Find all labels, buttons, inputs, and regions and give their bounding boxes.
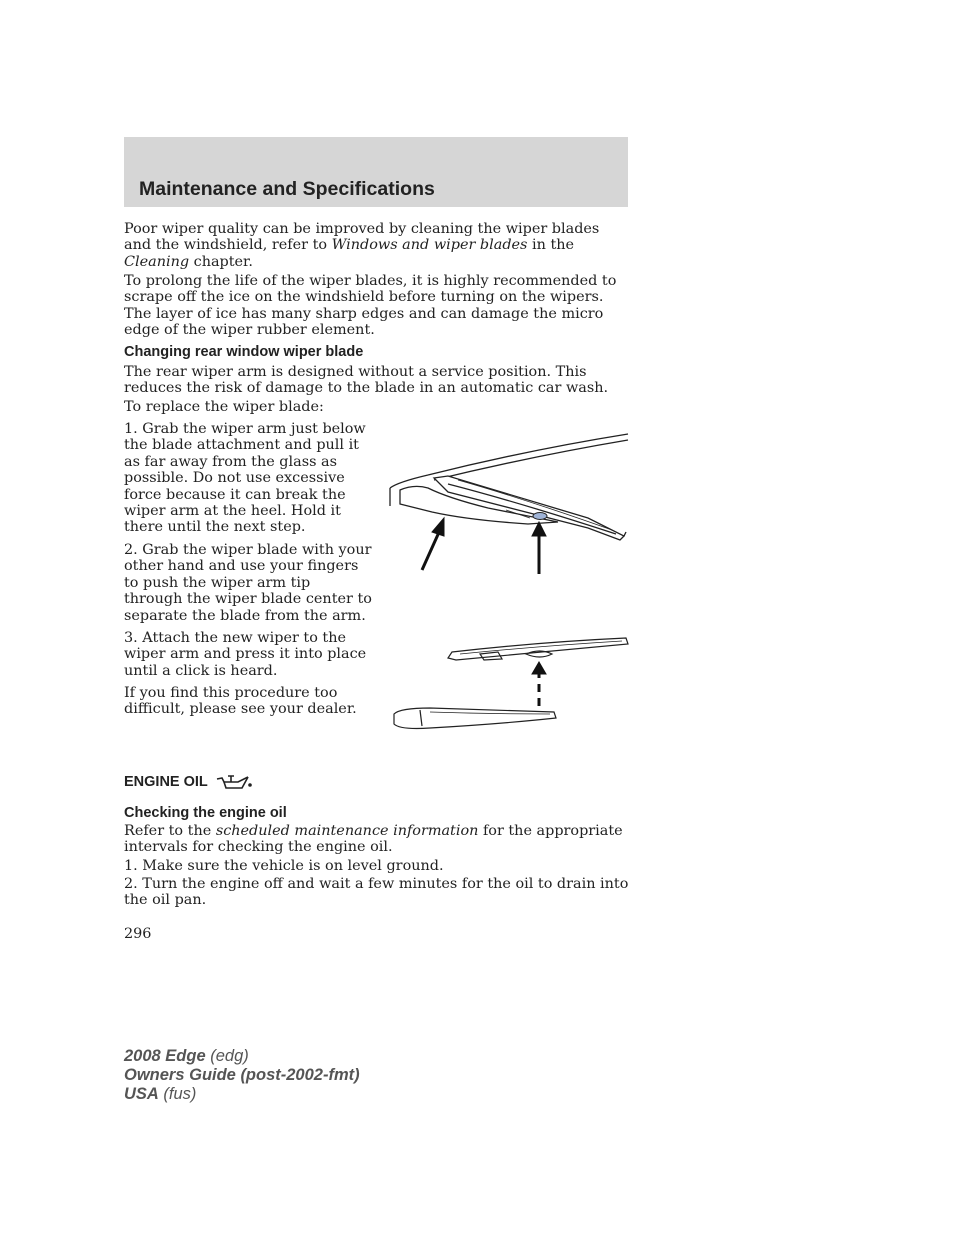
dealer-note: If you find this procedure too difficult, please see your dealer. [124, 685, 357, 718]
oil-paragraph-1: Refer to the scheduled maintenance information for the appropriate intervals for checking the engine oil. [124, 823, 623, 856]
step-3: 3. Attach the new wiper to the wiper arm and press it into place until a click is heard. [124, 630, 367, 679]
footer-line-1: 2008 Edge (edg) [124, 1047, 249, 1065]
step-2: 2. Grab the wiper blade with your other hand and use your fingers to push the wiper arm tip through the wiper blade center to separate the blade from the arm. [124, 542, 372, 624]
oil-step-2: 2. Turn the engine off and wait a few minutes for the oil to drain into the oil pan. [124, 876, 629, 909]
wiper-removal-illustration [388, 430, 632, 578]
rear-wiper-paragraph: The rear wiper arm is designed without a service position. This reduces the risk of damage to the blade in an automatic car wash. [124, 364, 609, 397]
maintenance-info-reference: scheduled maintenance information [215, 823, 479, 839]
checking-oil-heading: Checking the engine oil [124, 805, 287, 821]
document-footer [124, 1047, 360, 1104]
cleaning-chapter-reference: Cleaning [124, 253, 190, 270]
section-title: Maintenance and Specifications [139, 178, 435, 200]
rear-wiper-heading: Changing rear window wiper blade [124, 344, 364, 360]
oil-can-icon [214, 772, 254, 792]
engine-oil-heading-text: ENGINE OIL [124, 774, 208, 790]
windows-wiper-reference: Windows and wiper blades [331, 237, 528, 254]
footer-line-2: Owners Guide (post-2002-fmt) [124, 1066, 360, 1084]
page-number: 296 [124, 926, 152, 942]
replace-intro: To replace the wiper blade: [124, 399, 324, 415]
blade-attach-illustration [390, 632, 632, 738]
footer-line-3: USA (fus) [124, 1085, 197, 1103]
engine-oil-heading [124, 772, 254, 792]
oil-step-1: 1. Make sure the vehicle is on level ground. [124, 858, 444, 874]
intro-paragraph-2: To prolong the life of the wiper blades, it is highly recommended to scrape off the ice on the windshield before turning on the wipers. The layer of ice has many sharp edges and can damage the micro edge of the wiper rubber element. [124, 273, 617, 339]
step-1: 1. Grab the wiper arm just below the blade attachment and pull it as far away from the glass as possible. Do not use excessive force because it can break the wiper arm at the heel. Hold it there until the next step. [124, 421, 366, 536]
section-header [124, 137, 628, 207]
intro-paragraph-1: Poor wiper quality can be improved by cleaning the wiper blades and the windshield, refer to Windows and wiper blades in the Cleaning chapter. [124, 221, 600, 270]
